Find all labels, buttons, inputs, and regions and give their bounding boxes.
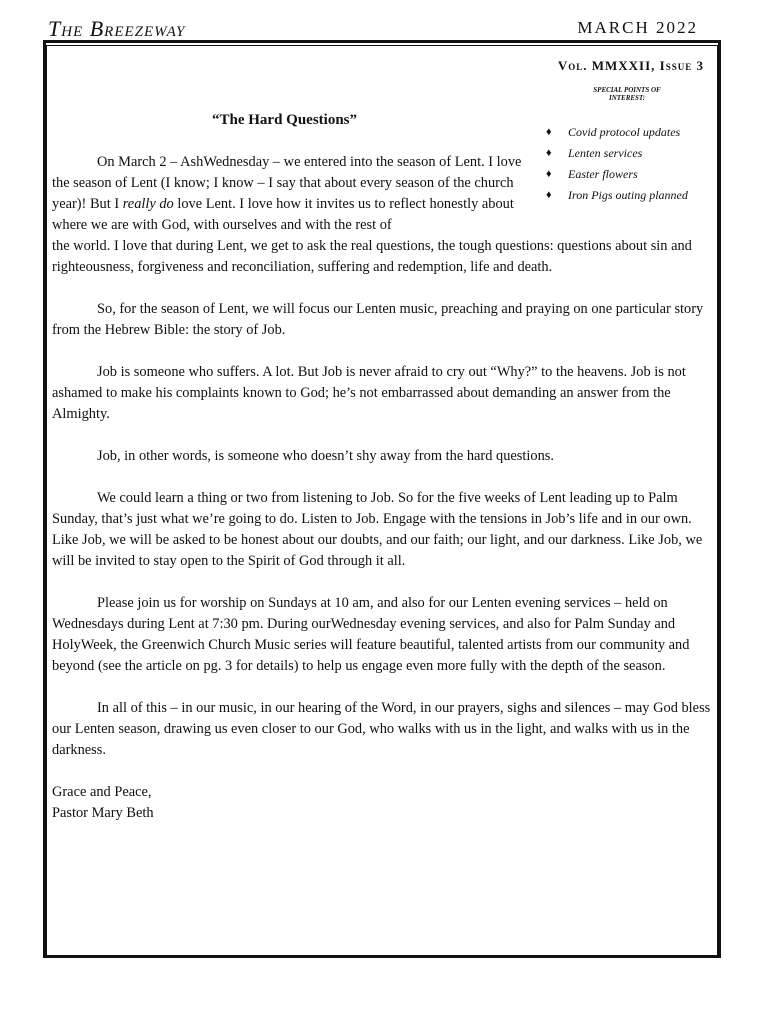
- list-item: ♦ Covid protocol updates: [546, 122, 716, 143]
- diamond-bullet-icon: ♦: [546, 168, 552, 180]
- diamond-bullet-icon: ♦: [546, 147, 552, 159]
- article-title: “The Hard Questions”: [212, 112, 358, 128]
- volume-issue: Vol. MMXXII, Issue 3: [557, 58, 704, 73]
- article-paragraph-1: On March 2 – AshWednesday – we entered into the season of Lent. I love the season of Lent (I know; I know – I say that about every season of the church year)! But I really do love Lent. I love how it invites us to reflect honestly about where we are with God, with ourselves and with the rest of: [52, 154, 522, 233]
- special-points-heading: SPECIAL POINTS OF INTEREST:: [593, 86, 661, 102]
- list-item: ♦ Easter flowers: [546, 164, 716, 185]
- list-item: ♦ Lenten services: [546, 143, 716, 164]
- issue-date: MARCH 2022: [577, 18, 698, 37]
- page-content: [52, 52, 712, 952]
- article-paragraph-3: Job is someone who suffers. A lot. But Job is never afraid to cry out “Why?” to the heavens. Job is not ashamed to make his complaints known to God; he’s not embarrassed about demanding an answer from the Almighty.: [52, 364, 686, 422]
- list-item: ♦ Iron Pigs outing planned: [546, 185, 716, 206]
- article-body: [52, 152, 712, 824]
- article-paragraph-6: Please join us for worship on Sundays at 10 am, and also for our Lenten evening services – held on Wednesdays during Lent at 7:30 pm. During ourWednesday evening services, and also for Palm Sunday and HolyWeek, the Greenwich Church Music series will feature beautiful, talented artists from our community and beyond (see the article on pg. 3 for details) to help us engage even more fully with the depth of the season.: [52, 595, 690, 674]
- article-paragraph-5: We could learn a thing or two from listening to Job. So for the five weeks of Lent leading up to Palm Sunday, that’s just what we’re going to do. Listen to Job. Engage with the tensions in Job’s life and in our own. Like Job, we will be asked to be honest about our doubts, and our faith; our light, and our darkness. Like Job, we will be invited to stay open to the Spirit of God through it all.: [52, 490, 703, 569]
- article-paragraph-7: In all of this – in our music, in our hearing of the Word, in our prayers, sighs and silences – may God bless our Lenten season, drawing us even closer to our God, who walks with us in the light, and walks with us in the darkness.: [52, 700, 711, 758]
- diamond-bullet-icon: ♦: [546, 189, 552, 201]
- newsletter-name: The Breezeway: [48, 16, 186, 41]
- masthead: [48, 14, 698, 42]
- article-paragraph-1-continued: the world. I love that during Lent, we get to ask the real questions, the tough questions: questions about sin and righteousness, forgiveness and reconciliation, suffering and redemption, life and death.: [52, 238, 692, 275]
- signature: Pastor Mary Beth: [52, 805, 154, 821]
- diamond-bullet-icon: ♦: [546, 126, 552, 138]
- article-paragraph-4: Job, in other words, is someone who doesn’t shy away from the hard questions.: [97, 448, 554, 464]
- closing-line: Grace and Peace,: [52, 784, 152, 800]
- article-paragraph-2: So, for the season of Lent, we will focus our Lenten music, preaching and praying on one particular story from the Hebrew Bible: the story of Job.: [52, 301, 704, 338]
